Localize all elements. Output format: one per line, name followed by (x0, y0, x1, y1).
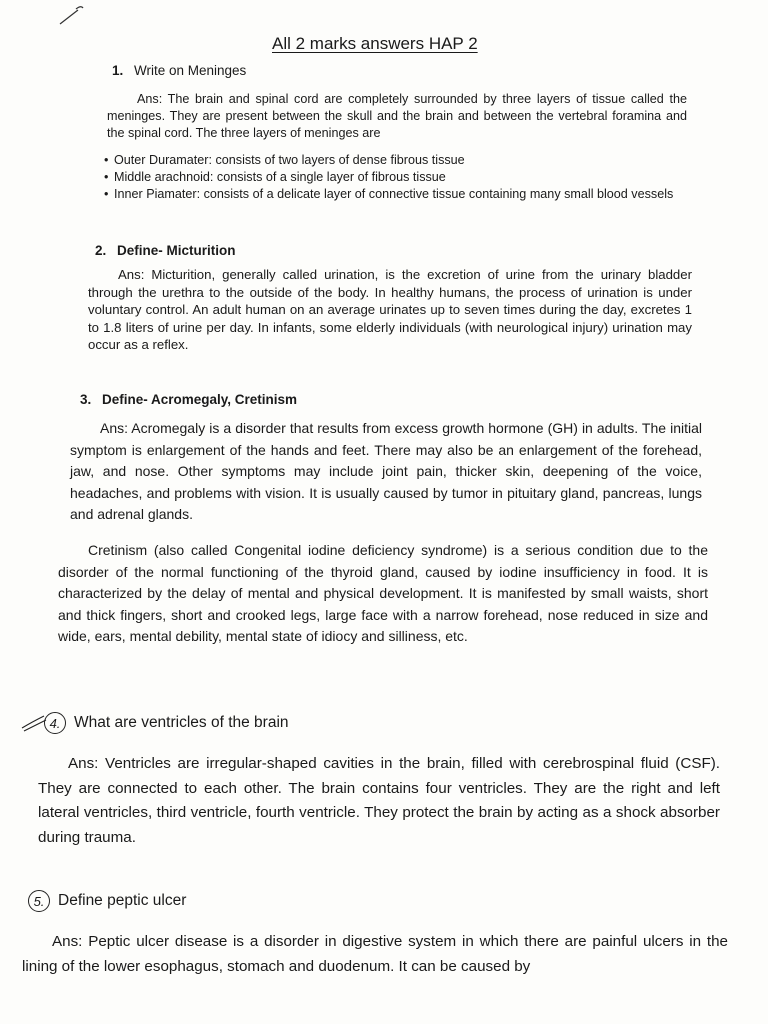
question-5-answer: Ans: Peptic ulcer disease is a disorder in digestive system in which there are painful ulcers in the lining of the lower esophagus, stomach and duodenum. It can be caused by (22, 933, 728, 975)
question-4-title: What are ventricles of the brain (74, 714, 289, 731)
question-2-answer: Ans: Micturition, generally called urination, is the excretion of urine from the urinary bladder through the urethra to the outside of the body. In healthy humans, the process of urination is under voluntary control. An adult human on an average urinates up to seven times during the day, excretes 1 to 1.8 liters of urine per day. In infants, some elderly individuals (with neurological injury) urination may occur as a reflex. (88, 267, 692, 352)
question-3-answer-acromegaly: Ans: Acromegaly is a disorder that results from excess growth hormone (GH) in adults. The initial symptom is enlargement of the hands and feet. There may also be an enlargement of the forehead, jaw, and nose. Other symptoms may include joint pain, thicker skin, deepening of the voice, headaches, and problems with vision. It is usually caused by tumor in pituitary gland, pancreas, lungs and adrenal glands. (70, 420, 702, 522)
question-4-heading (44, 712, 289, 734)
question-2-number: 2. (95, 243, 107, 258)
question-3-answer-cretinism: Cretinism (also called Congenital iodine deficiency syndrome) is a serious condition due to the disorder of the normal functioning of the thyroid gland, caused by iodine insufficiency in food. It is characterized by the delay of mental and physical development. It is manifested by small waists, short and thick fingers, short and crooked legs, large face with a narrow forehead, nose reduced in size and wide, ears, mental debility, mental state of idiocy and silliness, etc. (58, 542, 708, 644)
question-3-title: Define- Acromegaly, Cretinism (102, 392, 298, 407)
question-1-heading (112, 63, 246, 78)
bullet-item: • Inner Piamater: consists of a delicate layer of connective tissue containing many small blood vessels (104, 187, 674, 201)
question-4-circled-number: 4. (44, 712, 66, 734)
question-5-title: Define peptic ulcer (58, 892, 187, 909)
question-1-answer: Ans: The brain and spinal cord are completely surrounded by three layers of tissue called the meninges. They are present between the skull and the brain and between the vertebral foramina and the spinal cord. The three layers of meninges are (107, 92, 687, 140)
question-3-heading (80, 392, 297, 407)
page-title: All 2 marks answers HAP 2 (272, 34, 478, 53)
question-1-number: 1. (112, 63, 124, 78)
pen-scribble-mark (58, 4, 88, 26)
question-3-number: 3. (80, 392, 92, 407)
question-2-heading (95, 243, 236, 258)
question-1-title: Write on Meninges (134, 63, 247, 78)
question-2-title: Define- Micturition (117, 243, 236, 258)
bullet-item: • Outer Duramater: consists of two layers of dense fibrous tissue (104, 153, 465, 167)
bullet-item: • Middle arachnoid: consists of a single layer of fibrous tissue (104, 170, 446, 184)
question-4-answer: Ans: Ventricles are irregular-shaped cavities in the brain, filled with cerebrospinal fluid (CSF). They are connected to each other. The brain contains four ventricles. They are the right and left lateral ventricles, third ventricle, fourth ventricle. They protect the brain by acting as a shock absorber during trauma. (38, 755, 720, 846)
question-5-heading (28, 890, 186, 912)
meninges-bullet-list (104, 152, 689, 203)
question-5-circled-number: 5. (28, 890, 50, 912)
